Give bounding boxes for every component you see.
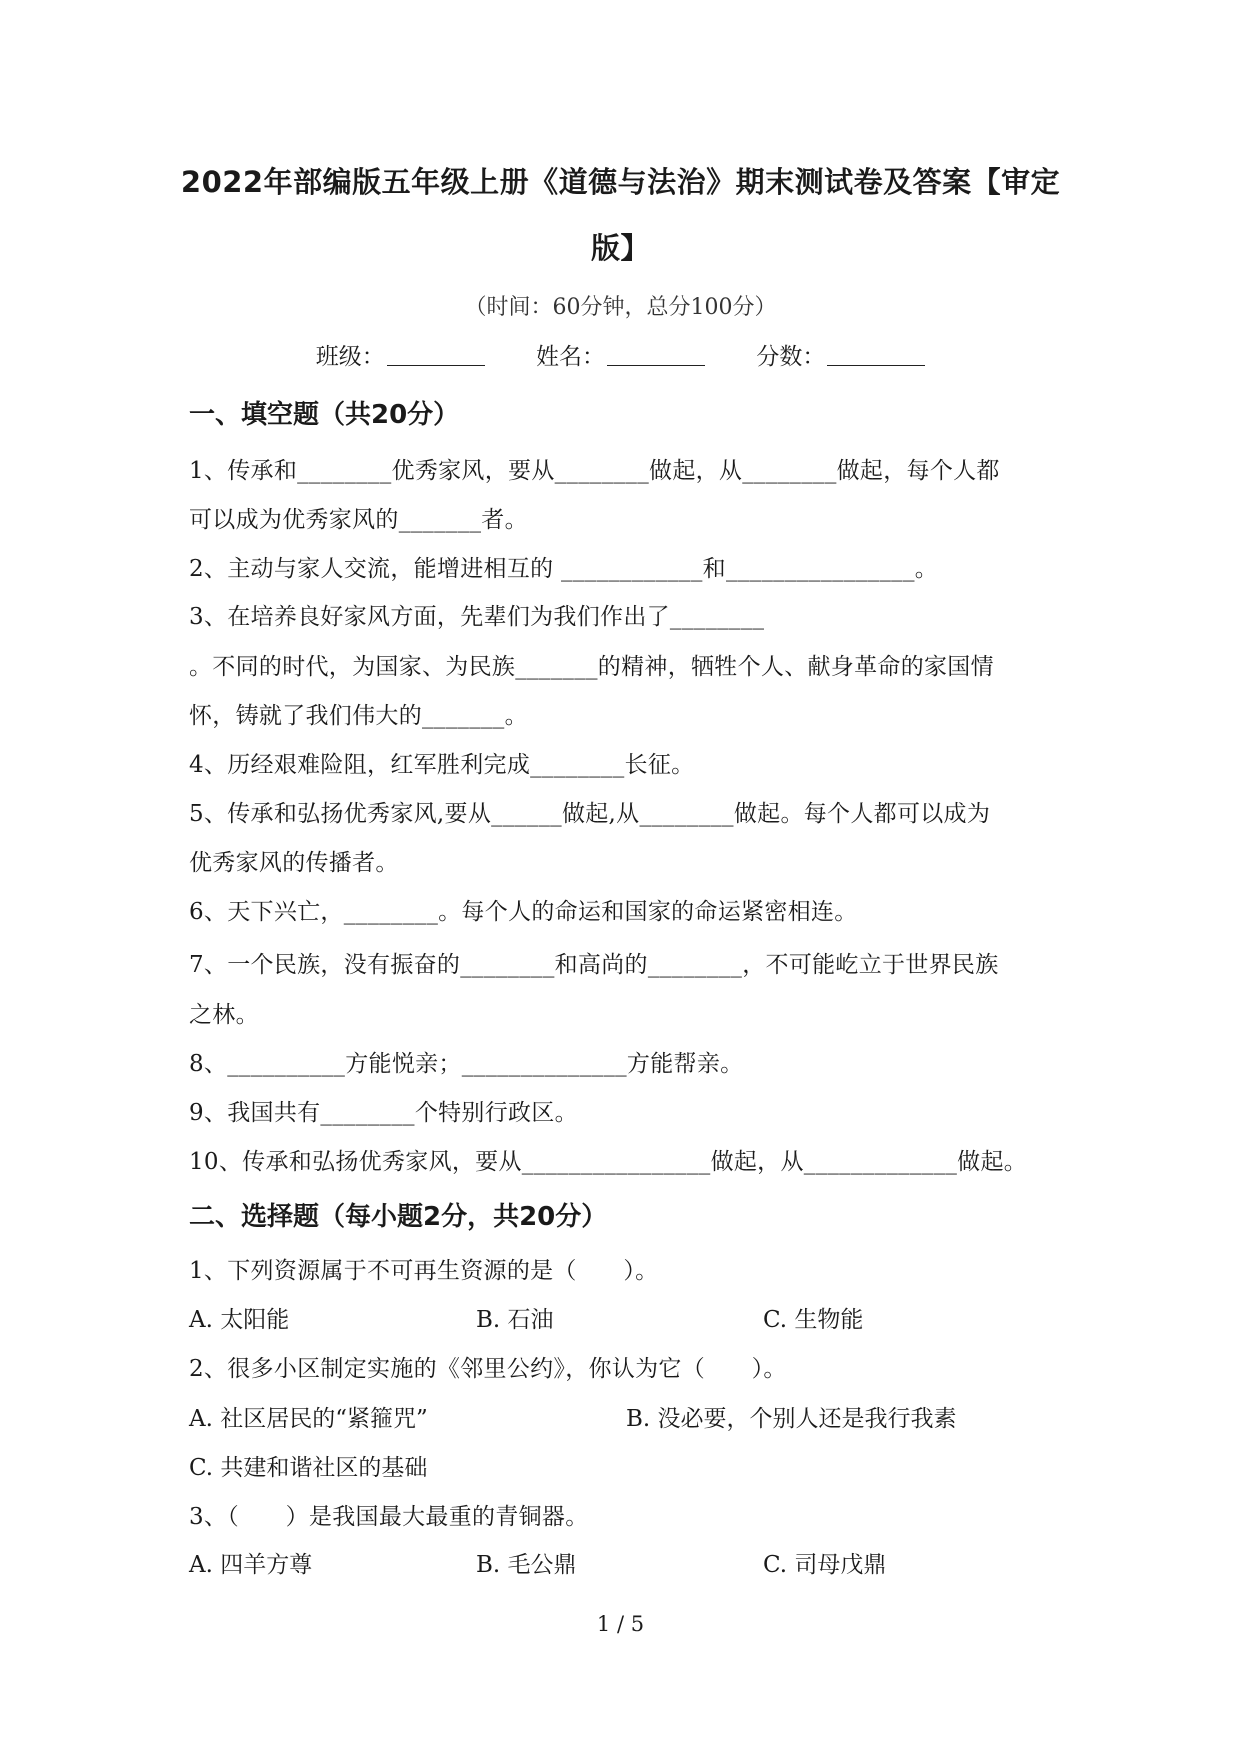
choice-q2-stem: 2、很多小区制定实施的《邻里公约》，你认为它（ ）。: [189, 1356, 787, 1382]
choice-q3-option-a[interactable]: A. 四羊方尊: [189, 1552, 313, 1578]
question-line: 。不同的时代，为国家、为民族_______的精神，牺牲个人、献身革命的家国情: [189, 654, 994, 680]
choice-q2-option-c[interactable]: C. 共建和谐社区的基础: [189, 1455, 428, 1481]
name-blank[interactable]: [607, 343, 705, 366]
question-line: 优秀家风的传播者。: [189, 850, 399, 876]
choice-q1-option-b[interactable]: B. 石油: [476, 1307, 554, 1333]
choice-q3-option-c[interactable]: C. 司母戊鼎: [763, 1552, 887, 1578]
choice-q3-option-b[interactable]: B. 毛公鼎: [476, 1552, 577, 1578]
page-number: 1 / 5: [596, 1612, 645, 1636]
question-line: 1、传承和________优秀家风，要从________做起，从________做起，每个人都: [189, 458, 1000, 484]
question-line: 可以成为优秀家风的_______者。: [189, 507, 528, 533]
class-blank[interactable]: [387, 343, 485, 366]
question-line: 之林。: [189, 1002, 259, 1028]
page-title-line-1: 2022年部编版五年级上册《道德与法治》期末测试卷及答案【审定: [180, 165, 1061, 199]
name-field: [536, 338, 705, 371]
name-label: 姓名：: [536, 344, 605, 370]
choice-q1-option-c[interactable]: C. 生物能: [763, 1307, 864, 1333]
question-line: 4、历经艰难险阻，红军胜利完成________长征。: [189, 752, 695, 778]
question-line: 怀，铸就了我们伟大的_______。: [189, 703, 528, 729]
section-heading-choice: 二、选择题（每小题2分，共20分）: [189, 1202, 608, 1232]
question-line: 9、我国共有________个特别行政区。: [189, 1100, 578, 1126]
choice-q2-option-b[interactable]: B. 没必要，个别人还是我行我素: [626, 1406, 957, 1432]
class-label: 班级：: [315, 344, 385, 370]
score-blank[interactable]: [827, 343, 925, 366]
score-label: 分数：: [756, 344, 826, 370]
student-info-row: [0, 338, 1241, 371]
question-line: 2、主动与家人交流，能增进相互的 ____________和________________。: [189, 556, 939, 582]
page-title-line-2: 版】: [590, 231, 650, 265]
score-field: [756, 338, 925, 371]
question-line: 8、__________方能悦亲；______________方能帮亲。: [189, 1051, 744, 1077]
exam-time-info: （时间：60分钟，总分100分）: [464, 295, 777, 320]
choice-q1-stem: 1、下列资源属于不可再生资源的是（ ）。: [189, 1258, 659, 1284]
question-line: 6、天下兴亡，________。每个人的命运和国家的命运紧密相连。: [189, 899, 858, 925]
question-line: 3、在培养良好家风方面，先辈们为我们作出了________: [189, 604, 765, 630]
question-line: 10、传承和弘扬优秀家风，要从________________做起，从_____________做起。: [189, 1149, 1028, 1175]
choice-q3-stem: 3、（ ）是我国最大最重的青铜器。: [189, 1504, 589, 1530]
choice-q2-option-a[interactable]: A. 社区居民的“紧箍咒”: [189, 1406, 428, 1432]
choice-q1-option-a[interactable]: A. 太阳能: [189, 1307, 290, 1333]
class-field: [316, 338, 485, 371]
question-line: 7、一个民族，没有振奋的________和高尚的________，不可能屹立于世界民族: [189, 952, 999, 978]
question-line: 5、传承和弘扬优秀家风,要从______做起,从________做起。每个人都可以成为: [189, 801, 991, 827]
section-heading-fill-blank: 一、填空题（共20分）: [189, 400, 460, 430]
